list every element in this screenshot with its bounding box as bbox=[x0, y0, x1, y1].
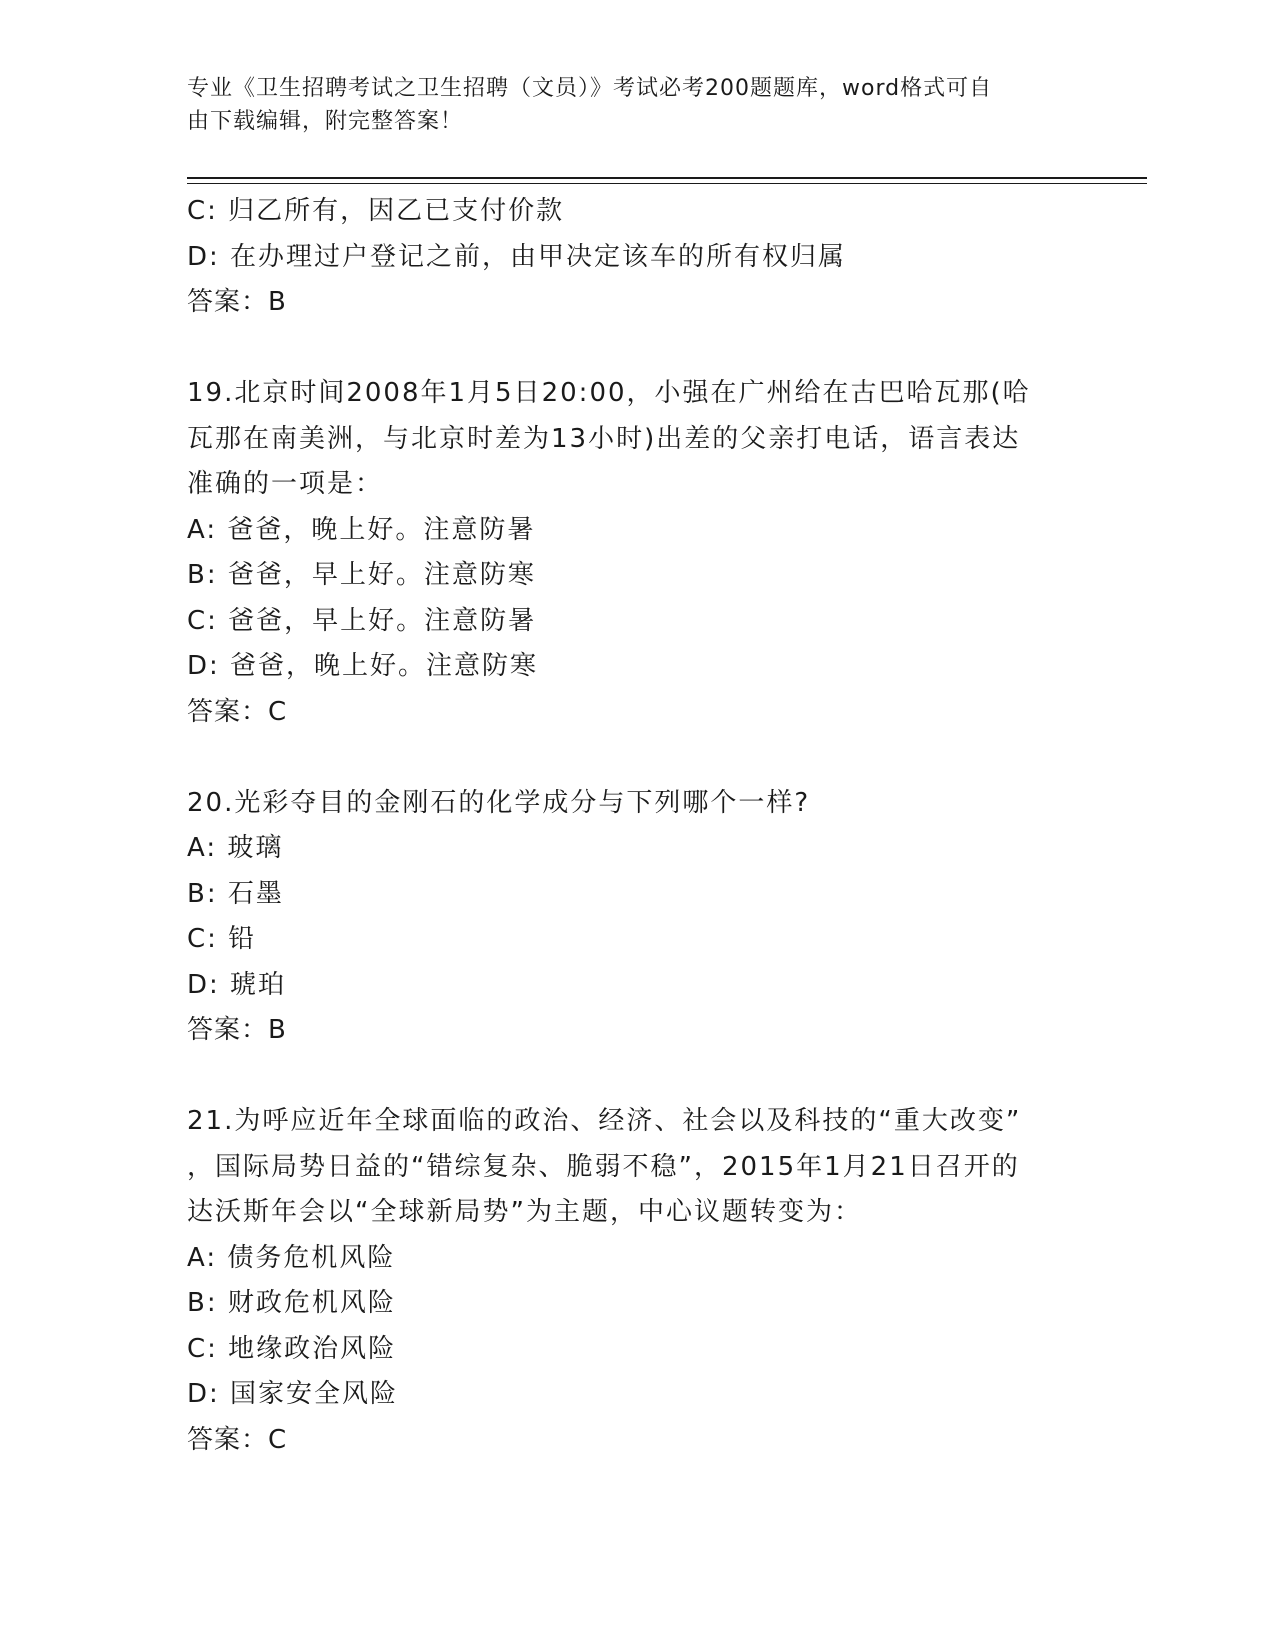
header-line-2: 由下载编辑，附完整答案！ bbox=[187, 109, 464, 134]
question-19 bbox=[187, 371, 1087, 735]
option-a: A: 爸爸，晚上好。注意防暑 bbox=[187, 514, 536, 545]
question-stem-line: 20.光彩夺目的金刚石的化学成分与下列哪个一样? bbox=[187, 787, 811, 818]
option-d: D: 在办理过户登记之前，由甲决定该车的所有权归属 bbox=[187, 241, 847, 272]
option-a: A: 玻璃 bbox=[187, 833, 284, 863]
question-stem-line: 19.北京时间2008年1月5日20:00，小强在广州给在古巴哈瓦那(哈 bbox=[187, 378, 1031, 408]
option-c: C: 爸爸，早上好。注意防暑 bbox=[187, 605, 537, 636]
option-b: B: 爸爸，早上好。注意防寒 bbox=[187, 560, 536, 590]
option-a: A: 债务危机风险 bbox=[187, 1242, 396, 1273]
answer-line: 答案：C bbox=[187, 1424, 288, 1455]
question-stem-line: 达沃斯年会以“全球新局势”为主题，中心议题转变为： bbox=[187, 1197, 862, 1227]
question-21 bbox=[187, 1099, 1087, 1463]
header-divider-thin bbox=[187, 183, 1147, 184]
header-divider-thick bbox=[187, 177, 1147, 179]
option-d: D: 国家安全风险 bbox=[187, 1379, 399, 1409]
option-b: B: 石墨 bbox=[187, 878, 284, 909]
question-20 bbox=[187, 781, 1087, 1054]
spacer bbox=[187, 735, 1087, 781]
answer-line: 答案：B bbox=[187, 1015, 287, 1045]
answer-line: 答案：B bbox=[187, 287, 287, 317]
header-line-1: 专业《卫生招聘考试之卫生招聘（文员）》考试必考200题题库，word格式可自 bbox=[187, 76, 993, 101]
question-stem-line: 21.为呼应近年全球面临的政治、经济、社会以及科技的“重大改变” bbox=[187, 1106, 1022, 1136]
option-d: D: 爸爸，晚上好。注意防寒 bbox=[187, 651, 539, 681]
question-content bbox=[187, 189, 1087, 1463]
answer-line: 答案：C bbox=[187, 696, 288, 727]
question-stem-line: 瓦那在南美洲，与北京时差为13小时)出差的父亲打电话，语言表达 bbox=[187, 423, 1021, 454]
option-d: D: 琥珀 bbox=[187, 969, 287, 1000]
previous-question-tail bbox=[187, 189, 1087, 326]
document-header bbox=[187, 72, 1067, 138]
option-c: C: 铅 bbox=[187, 924, 257, 954]
option-c: C: 地缘政治风险 bbox=[187, 1333, 397, 1364]
question-stem-line: 准确的一项是： bbox=[187, 469, 384, 499]
option-c: C: 归乙所有，因乙已支付价款 bbox=[187, 196, 565, 226]
spacer bbox=[187, 326, 1087, 372]
spacer bbox=[187, 1054, 1087, 1100]
option-b: B: 财政危机风险 bbox=[187, 1288, 396, 1318]
question-stem-line: ，国际局势日益的“错综复杂、脆弱不稳”，2015年1月21日召开的 bbox=[187, 1151, 1020, 1182]
